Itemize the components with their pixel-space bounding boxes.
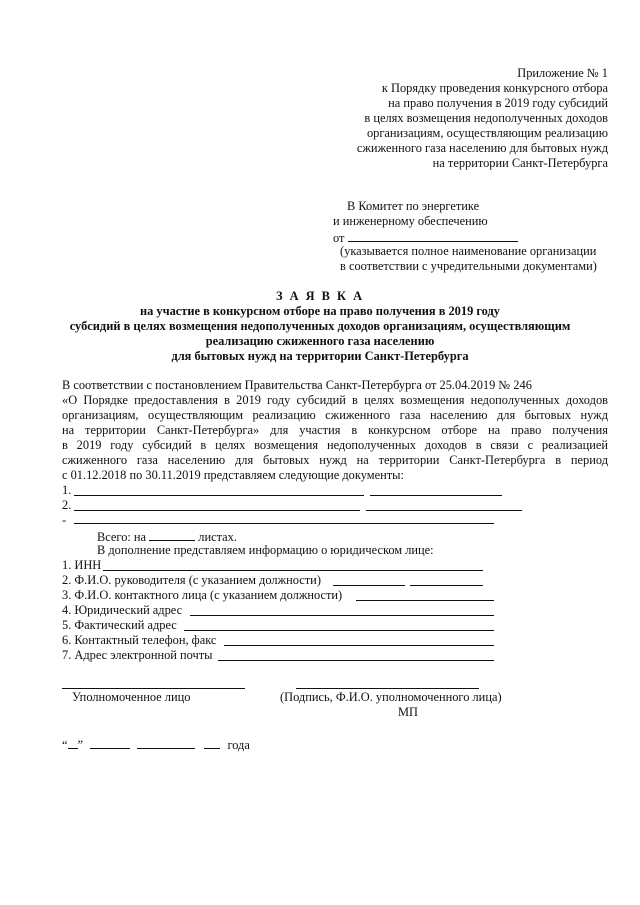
appendix-line: организациям, осуществляющим реализацию — [366, 126, 608, 140]
signature-field[interactable] — [296, 688, 479, 689]
addressee-note: в соответствии с учредительными документами) — [340, 259, 597, 273]
contact-person-label: 3. Ф.И.О. контактного лица (с указанием должности) — [62, 588, 343, 602]
authorized-person-label: Уполномоченное лицо — [72, 690, 191, 704]
legal-address-label: 4. Юридический адрес — [62, 603, 183, 617]
application-subtitle: реализацию сжиженного газа населению — [205, 334, 435, 348]
appendix-line: на территории Санкт-Петербурга — [432, 156, 608, 170]
actual-address-field[interactable] — [184, 630, 494, 631]
sheets-count-field[interactable] — [149, 528, 195, 541]
month-field[interactable] — [90, 736, 130, 749]
director-field-extra[interactable] — [410, 585, 483, 586]
application-heading: З А Я В К А — [275, 289, 365, 303]
body-line: В соответствии с постановлением Правительства Санкт-Петербурга от 25.04.2019 № 246 — [62, 378, 532, 392]
document-item-2: 2. — [62, 498, 72, 512]
body-line: на территории Санкт-Петербурга» для участия в конкурсном отборе на право получения — [62, 423, 608, 437]
director-field[interactable] — [333, 585, 405, 586]
document-item-1: 1. — [62, 483, 72, 497]
addressee-line: В Комитет по энергетике — [347, 199, 480, 213]
body-line: сжиженного газа населению для бытовых нужд на территории Санкт-Петербурга в период — [62, 453, 608, 467]
application-subtitle: субсидий в целях возмещения недополученных доходов организациям, осуществляющим — [69, 319, 571, 333]
body-line: в 2019 году субсидий в целях возмещения недополученных доходов в связи с реализацией — [62, 438, 608, 452]
application-subtitle: на участие в конкурсном отборе на право получения в 2019 году — [140, 304, 500, 318]
document-item-3: - — [62, 513, 67, 527]
appendix-line: сжиженного газа населению для бытовых нужд — [356, 141, 608, 155]
application-subtitle: для бытовых нужд на территории Санкт-Петербурга — [171, 349, 469, 363]
day-field[interactable] — [68, 736, 78, 749]
body-line: с 01.12.2018 по 30.11.2019 представляем следующие документы: — [62, 468, 404, 482]
body-line: «О Порядке предоставления в 2019 году субсидий в целях возмещения недополученных доходов — [62, 393, 608, 407]
body-line: организациям, осуществляющим реализацию сжиженного газа населению для бытовых нужд — [62, 408, 608, 422]
signature-caption: (Подпись, Ф.И.О. уполномоченного лица) — [280, 690, 502, 704]
authorized-person-field[interactable] — [62, 688, 245, 689]
contact-person-field[interactable] — [356, 600, 494, 601]
inn-field[interactable] — [103, 570, 483, 571]
phone-fax-label: 6. Контактный телефон, факс — [62, 633, 217, 647]
document-item-1-field[interactable] — [74, 495, 364, 496]
addressee-line: и инженерному обеспечению — [333, 214, 488, 228]
document-item-3-field[interactable] — [74, 523, 494, 524]
actual-address-label: 5. Фактический адрес — [62, 618, 177, 632]
appendix-line: к Порядку проведения конкурсного отбора — [381, 81, 608, 95]
appendix-title: Приложение № 1 — [517, 66, 608, 80]
appendix-line: на право получения в 2019 году субсидий — [388, 96, 608, 110]
additional-info-label: В дополнение представляем информацию о юридическом лице: — [97, 543, 434, 557]
stamp-label: МП — [398, 705, 418, 719]
total-sheets: Всего: на листах. — [97, 530, 237, 544]
legal-address-field[interactable] — [190, 615, 494, 616]
email-field[interactable] — [218, 660, 494, 661]
document-item-2-field-extra[interactable] — [366, 510, 522, 511]
addressee-note: (указывается полное наименование организации — [340, 244, 597, 258]
inn-label: 1. ИНН — [62, 558, 102, 572]
document-item-1-field-extra[interactable] — [370, 495, 502, 496]
email-label: 7. Адрес электронной почты — [62, 648, 213, 662]
month-field-extra[interactable] — [137, 736, 195, 749]
organization-name-field[interactable] — [348, 229, 518, 242]
director-label: 2. Ф.И.О. руководителя (с указанием должности) — [62, 573, 321, 587]
appendix-line: в целях возмещения недополученных доходов — [364, 111, 608, 125]
date-line: “ ” года — [62, 738, 250, 752]
document-item-2-field[interactable] — [74, 510, 360, 511]
year-field[interactable] — [204, 736, 220, 749]
phone-fax-field[interactable] — [224, 645, 494, 646]
from-label: от — [333, 231, 345, 245]
